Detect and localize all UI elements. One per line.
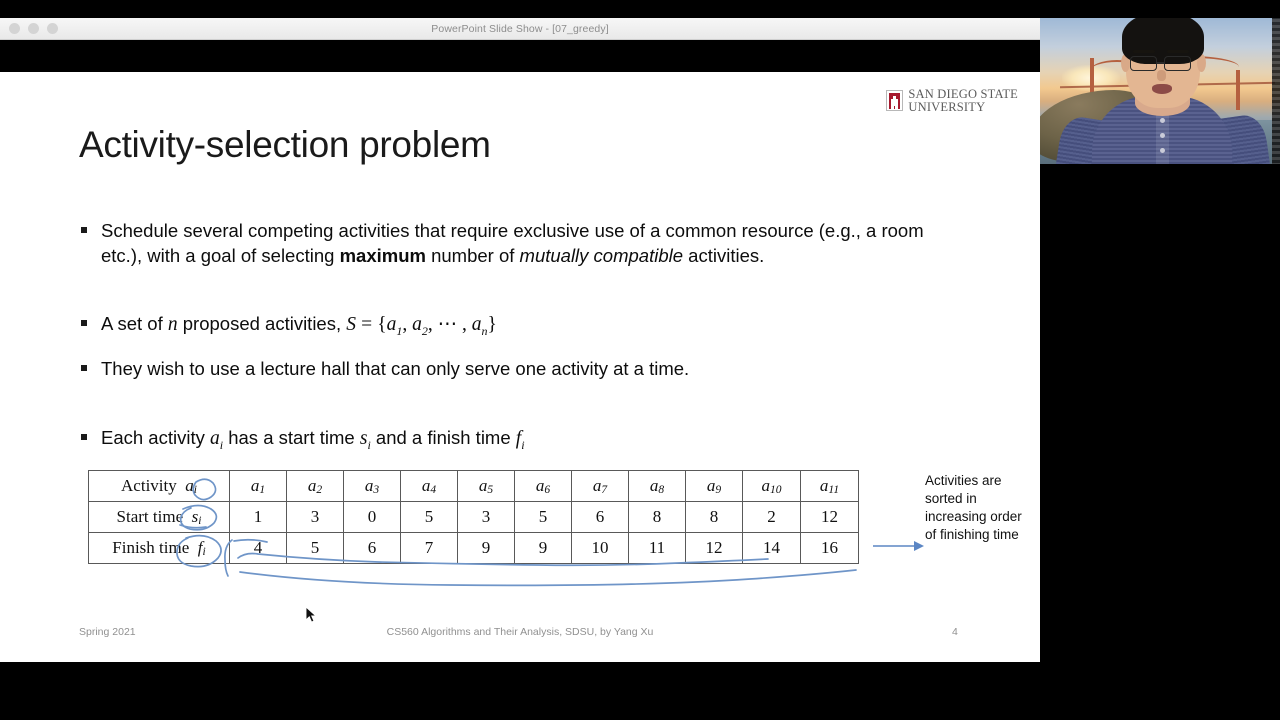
row-label-activity-symbol: ai <box>181 476 197 496</box>
cell-finish-11: 16 <box>801 533 859 564</box>
top-black-strip <box>0 0 1280 18</box>
math-n: n <box>167 314 178 335</box>
bullet-list <box>79 218 959 458</box>
shirt-button <box>1160 118 1165 123</box>
bullet-1-text <box>101 218 959 268</box>
eyeglasses-lens <box>1130 56 1157 71</box>
bridge-tower <box>1236 70 1240 110</box>
cell-finish-3: 6 <box>344 533 401 564</box>
shirt-button <box>1160 148 1165 153</box>
cell-activity-6: a6 <box>515 471 572 502</box>
footer-center: CS560 Algorithms and Their Analysis, SDSU, by Yang Xu <box>386 626 654 638</box>
table-row <box>89 533 859 564</box>
table-row <box>89 471 859 502</box>
presenter-mouth <box>1152 84 1172 94</box>
cell-finish-6: 9 <box>515 533 572 564</box>
activity-table <box>88 470 859 564</box>
math-set: {$a_1$, $a_2$, ⋯ , $a_n$} <box>377 314 497 338</box>
cell-finish-4: 7 <box>401 533 458 564</box>
bullet-1-seg-3: activities. <box>683 245 765 266</box>
cell-finish-5: 9 <box>458 533 515 564</box>
list-item <box>79 356 959 381</box>
list-item <box>79 425 959 458</box>
right-black-area <box>1040 178 1280 720</box>
cell-activity-7: a7 <box>572 471 629 502</box>
cell-finish-9: 12 <box>686 533 743 564</box>
eyeglasses-bridge <box>1157 62 1164 64</box>
row-label-start-text: Start time <box>116 507 184 526</box>
bullet-1-bold: maximum <box>339 245 426 266</box>
ink-long-underline <box>240 570 856 585</box>
cell-activity-5: a5 <box>458 471 515 502</box>
side-note: Activities are sorted in increasing order of finishing time <box>925 473 1022 542</box>
cell-activity-11: a11 <box>801 471 859 502</box>
math-si: $s_i$ <box>359 427 371 452</box>
cell-finish-7: 10 <box>572 533 629 564</box>
sdsu-logo-text <box>908 88 1018 114</box>
page-title: Activity-selection problem <box>79 124 491 165</box>
bullet-1-italic: mutually compatible <box>519 245 684 266</box>
window-titlebar[interactable] <box>0 18 1040 40</box>
math-S: S <box>346 314 357 335</box>
cell-activity-10: a10 <box>743 471 801 502</box>
row-label-finish-text: Finish time <box>112 538 190 557</box>
table-row <box>89 502 859 533</box>
page-number: 4 <box>952 626 958 638</box>
letterbox-bottom <box>0 662 1040 720</box>
slide-canvas[interactable] <box>0 72 1040 662</box>
math-ai: $a_i$ <box>210 427 224 452</box>
cell-activity-8: a8 <box>629 471 686 502</box>
webcam-right-edge <box>1272 18 1280 178</box>
sdsu-logo-line1: SAN DIEGO STATE <box>908 87 1018 101</box>
activity-table-wrap <box>88 470 859 564</box>
presenter-nose <box>1157 70 1166 81</box>
math-fi: $f_i$ <box>515 427 525 452</box>
row-label-finish <box>89 533 230 564</box>
footer-left: Spring 2021 <box>79 626 136 638</box>
sdsu-logo <box>886 88 1018 114</box>
cell-activity-1: a1 <box>230 471 287 502</box>
cell-start-10: 2 <box>743 502 801 533</box>
cell-start-2: 3 <box>287 502 344 533</box>
bullet-2-text: A set of n proposed activities, $S = \{a_1$, $a_2$, ⋯ , $a_n$} <box>101 313 497 338</box>
mouse-cursor-icon <box>305 606 318 624</box>
window-title: PowerPoint Slide Show - [07_greedy] <box>431 22 609 35</box>
presenter-eyebrow <box>1133 50 1155 53</box>
list-item <box>79 311 959 344</box>
webcam-bottom-bar <box>1040 164 1280 178</box>
cell-start-1: 1 <box>230 502 287 533</box>
list-item <box>79 218 959 268</box>
row-label-start <box>89 502 230 533</box>
bullet-1-seg-2: number of <box>425 245 520 266</box>
cell-finish-10: 14 <box>743 533 801 564</box>
bullet-3-text: They wish to use a lecture hall that can only serve one activity at a time. <box>101 357 690 379</box>
presenter-eyebrow <box>1167 50 1189 53</box>
cell-start-9: 8 <box>686 502 743 533</box>
presenter-webcam[interactable] <box>1040 18 1280 178</box>
sdsu-logo-line2: UNIVERSITY <box>908 99 986 114</box>
cell-finish-8: 11 <box>629 533 686 564</box>
cell-start-3: 0 <box>344 502 401 533</box>
cell-finish-1: 4 <box>230 533 287 564</box>
cell-start-5: 3 <box>458 502 515 533</box>
cell-activity-3: a3 <box>344 471 401 502</box>
cell-start-6: 5 <box>515 502 572 533</box>
bullet-4-text: Each activity $a_i$ has a start time $s_i$ and a finish time $f_i$ <box>101 426 525 452</box>
cell-start-8: 8 <box>629 502 686 533</box>
cell-start-11: 12 <box>801 502 859 533</box>
eyeglasses-lens <box>1164 56 1191 71</box>
row-label-finish-symbol: fi <box>193 538 206 558</box>
shirt-button <box>1160 133 1165 138</box>
bullet-1-seg-1: Schedule several competing activities that require exclusive use of a common resource (e.g., a room etc.), with a goal of selecting <box>101 220 924 266</box>
letterbox-top <box>0 40 1040 72</box>
cell-activity-2: a2 <box>287 471 344 502</box>
cell-finish-2: 5 <box>287 533 344 564</box>
row-label-activity <box>89 471 230 502</box>
row-label-start-symbol: si <box>187 507 202 527</box>
row-label-activity-text: Activity <box>121 476 177 495</box>
pointer-arrow-icon <box>873 541 924 551</box>
cell-activity-4: a4 <box>401 471 458 502</box>
slide-footer <box>0 626 1040 640</box>
cell-start-7: 6 <box>572 502 629 533</box>
cell-activity-9: a9 <box>686 471 743 502</box>
cell-start-4: 5 <box>401 502 458 533</box>
sdsu-crest-icon <box>886 90 903 111</box>
math-equals: = <box>361 314 373 335</box>
